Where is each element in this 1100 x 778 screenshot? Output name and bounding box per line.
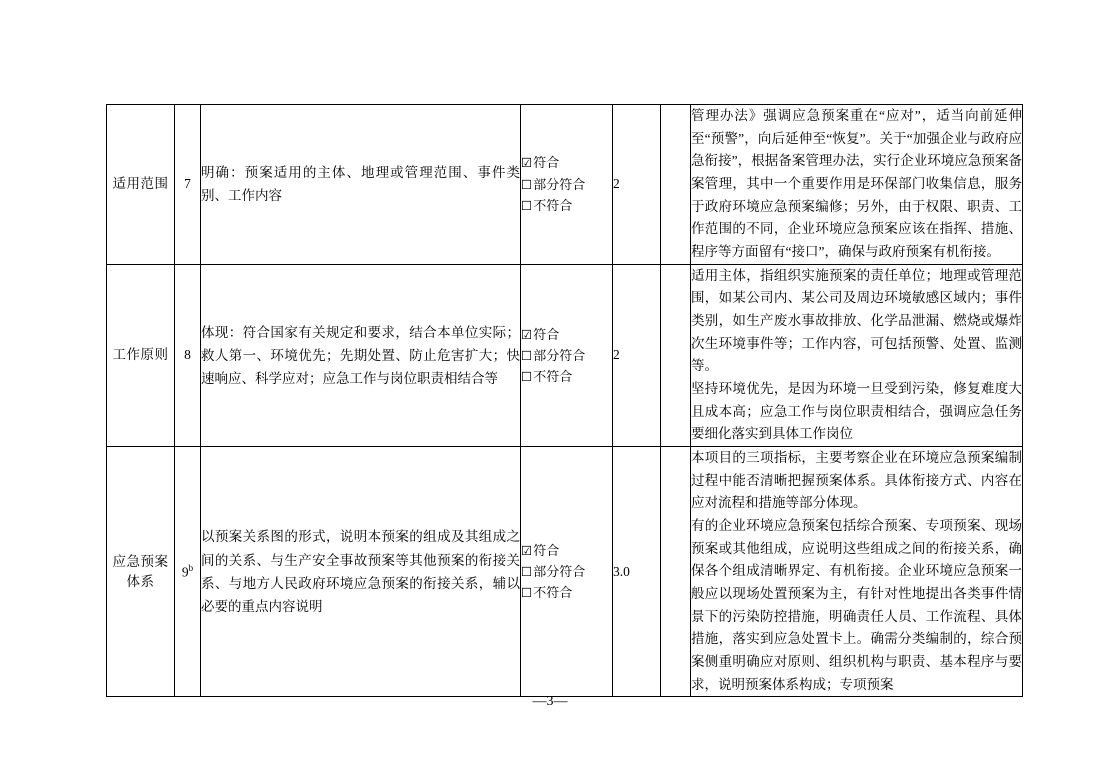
- checkbox-label: 部分符合: [533, 347, 586, 363]
- checkbox-label: 不符合: [533, 369, 573, 385]
- checkbox-label: 符合: [533, 155, 560, 171]
- checkbox-option-nonconform[interactable]: [521, 366, 612, 387]
- row-note: [691, 105, 1023, 265]
- checkbox-empty-icon[interactable]: ☐: [521, 564, 533, 580]
- checkbox-empty-icon[interactable]: ☐: [521, 347, 533, 363]
- checkbox-empty-icon[interactable]: ☐: [521, 369, 533, 385]
- table-row: [107, 264, 1023, 446]
- row-checkbox-group[interactable]: [521, 105, 613, 265]
- checkbox-label: 符合: [533, 542, 560, 558]
- row-number: 9$^b$: [175, 447, 201, 697]
- checkbox-empty-icon[interactable]: ☐: [521, 197, 533, 213]
- row-blank-cell: [661, 447, 691, 697]
- note-paragraph: 坚持环境优先，是因为环境一旦受到污染，修复难度大且成本高；应急工作与岗位职责相结合，强调应急任务要细化落实到具体工作岗位: [691, 381, 1022, 442]
- row-description: 明确：预案适用的主体、地理或管理范围、事件类别、工作内容: [201, 105, 521, 265]
- checkbox-option-partial[interactable]: [521, 345, 612, 366]
- checkbox-option-nonconform[interactable]: [521, 195, 612, 216]
- row-score: 2: [613, 105, 661, 265]
- note-paragraph: 有的企业环境应急预案包括综合预案、专项预案、现场预案或其他组成，应说明这些组成之间的衔接关系，确保各个组成清晰界定、有机衔接。企业环境应急预案一般应以现场处置预案为主，有针对性地提出各类事件情景下的污染防控措施，明确责任人员、工作流程、具体措施，落实到应急处置卡上。确需分类编制的，综合预案侧重明确应对原则、组织机构与职责、基本程序与要求，说明预案体系构成；专项预案: [691, 518, 1022, 692]
- row-category: 应急预案体系: [107, 447, 175, 697]
- row-checkbox-group[interactable]: [521, 264, 613, 446]
- row-number: 8: [175, 264, 201, 446]
- row-blank-cell: [661, 264, 691, 446]
- table-row: [107, 447, 1023, 697]
- checkbox-option-conform[interactable]: [521, 540, 612, 561]
- row-checkbox-group[interactable]: [521, 447, 613, 697]
- row-note: [691, 264, 1023, 446]
- checkbox-label: 不符合: [533, 585, 573, 601]
- checkbox-label: 部分符合: [533, 176, 586, 192]
- row-number: 7: [175, 105, 201, 265]
- page-number: —3—: [532, 694, 568, 709]
- row-score: 2: [613, 264, 661, 446]
- row-description: 体现：符合国家有关规定和要求，结合本单位实际；救人第一、环境优先；先期处置、防止危害扩大；快速响应、科学应对；应急工作与岗位职责相结合等: [201, 264, 521, 446]
- checkbox-option-partial[interactable]: [521, 561, 612, 582]
- checkbox-option-partial[interactable]: [521, 174, 612, 195]
- checkbox-checked-icon[interactable]: ☑: [521, 542, 533, 558]
- checkbox-label: 不符合: [533, 197, 573, 213]
- note-paragraph: 本项目的三项指标，主要考察企业在环境应急预案编制过程中能否清晰把握预案体系。具体衔接方式、内容在应对流程和措施等部分体现。: [691, 450, 1022, 511]
- note-paragraph: 适用主体，指组织实施预案的责任单位；地理或管理范围，如某公司内、某公司及周边环境敏感区域内；事件类别，如生产废水事故排放、化学品泄漏、燃烧或爆炸次生环境事件等；工作内容，可包括预警、处置、监测等。: [691, 267, 1022, 374]
- checkbox-checked-icon[interactable]: ☑: [521, 326, 533, 342]
- checkbox-label: 符合: [533, 326, 560, 342]
- row-score: 3.0: [613, 447, 661, 697]
- checkbox-option-conform[interactable]: [521, 152, 612, 173]
- checkbox-label: 部分符合: [533, 564, 586, 580]
- row-blank-cell: [661, 105, 691, 265]
- checkbox-option-conform[interactable]: [521, 324, 612, 345]
- row-description: 以预案关系图的形式，说明本预案的组成及其组成之间的关系、与生产安全事故预案等其他预案的衔接关系、与地方人民政府环境应急预案的衔接关系，辅以必要的重点内容说明: [201, 447, 521, 697]
- note-paragraph: 管理办法》强调应急预案重在“应对”，适当向前延伸至“预警”，向后延伸至“恢复”。关于“加强企业与政府应急衔接”，根据备案管理办法，实行企业环境应急预案备案管理，其中一个重要作用是环保部门收集信息，服务于政府环境应急预案编修；另外，由于权限、职责、工作范围的不同，企业环境应急预案应该在指挥、措施、程序等方面留有“接口”，确保与政府预案有机衔接。: [691, 108, 1022, 260]
- row-number-superscript: b: [188, 563, 194, 574]
- row-category: 适用范围: [107, 105, 175, 265]
- audit-checklist-table: [106, 104, 1023, 697]
- checkbox-option-nonconform[interactable]: [521, 582, 612, 603]
- checkbox-checked-icon[interactable]: ☑: [521, 155, 533, 171]
- row-note: [691, 447, 1023, 697]
- checkbox-empty-icon[interactable]: ☐: [521, 176, 533, 192]
- checkbox-empty-icon[interactable]: ☐: [521, 585, 533, 601]
- table-row: [107, 105, 1023, 265]
- row-category: 工作原则: [107, 264, 175, 446]
